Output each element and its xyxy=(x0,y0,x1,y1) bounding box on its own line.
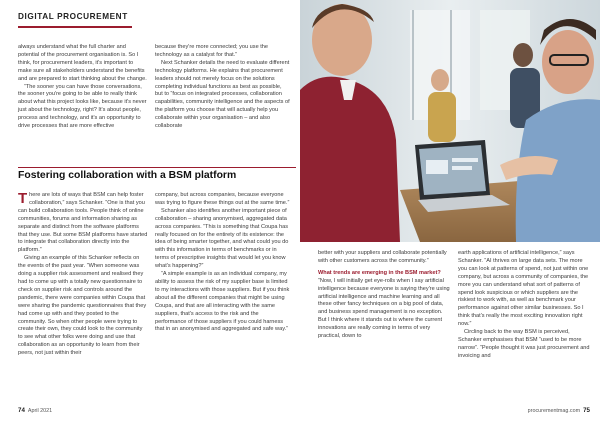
paragraph: “The sooner you can have those conversations, the sooner you're going to be able to really think about what this project looks like, because it's never just about the technology, right? It's about people, process and technology, and it's an opportunity to drive processes that are more effective xyxy=(18,83,147,130)
page-number: 75 xyxy=(583,407,590,414)
paragraph: company, but across companies, because everyone was trying to figure these things out at the same time.” xyxy=(155,192,290,206)
paragraph: earth applications of artificial intelligence,” says Schanker. “AI thrives on large data sets. The more you can look at patterns of spend, not just within one company, but across a community of companies, the more you can understand what sort of patterns of spend look suspicious or which suppliers are the riskiest to work with, as well as benchmark your performance against other similar businesses. So I think that's really the most exciting innovation right now.” xyxy=(458,250,589,328)
drop-cap: T xyxy=(18,190,28,207)
article-headline: Fostering collaboration with a BSM platform xyxy=(18,170,237,181)
section-tag: DIGITAL PROCUREMENT xyxy=(18,12,128,21)
page-number: 74 xyxy=(18,407,25,414)
headline-rule xyxy=(18,167,296,168)
column-4 xyxy=(458,250,590,361)
paragraph: “Now, I will initially get eye-rolls when I say artificial intelligence because everyone is saying they're using artificial intelligence and machine learning and all these other fancy techniques on a big pool of data, and business spend management is no exception. But I think where it stands out is where the current innovations are really coming in terms of very practical, down to xyxy=(318,277,450,340)
section-rule xyxy=(18,26,132,28)
subheading: What trends are emerging in the BSM market? xyxy=(318,269,441,276)
paragraph: always understand what the full charter and potential of the procurement organisation is. So I think, for procurement leaders, it's important to make sure all stakeholders understand the benefits and are prepared to start thinking about the change. xyxy=(18,44,147,82)
paragraph: “A simple example is as an individual company, my ability to assess the risk of my supplier base is limited to my interactions with those suppliers. But if you think about all the different companies that might be using Coupa, and that are all interacting with the same suppliers, that's access to the risk and the performance of those suppliers if you could harness that in an anonymised and aggregated and safe way.” xyxy=(155,271,290,333)
column-2 xyxy=(155,192,290,334)
office-meeting-photo xyxy=(300,0,600,242)
top-right-column xyxy=(155,44,290,131)
top-left-column xyxy=(18,44,148,131)
paragraph: because they're more connected; you use the technology as a catalyst for that.” xyxy=(155,44,269,58)
site-url[interactable]: procurementmag.com xyxy=(527,408,581,414)
right-footer xyxy=(528,407,590,414)
issue-date: April 2021 xyxy=(27,408,53,414)
paragraph: better with your suppliers and collaborate potentially with other customers across the community.” xyxy=(318,250,447,264)
column-1 xyxy=(18,192,148,358)
paragraph: Next Schanker details the need to evaluate different technology platforms. He explains that procurement leaders should not merely focus on the solutions completing individual functions as best as possible, but to “focus on integrated processes, collaboration capabilities, community intelligence and the aspects of the platform you choose that will actually help you collaborate within your organisation – and also collaborate xyxy=(155,59,290,130)
lead-text: here are lots of ways that BSM can help foster collaboration,” says Schanker. “One is that you can build collaboration tools. People think of online communities, forums and information sharing as separate and distinct from the software platforms that they use. But some BSM platforms have started to integrate that collaboration directly into the platform.” xyxy=(18,192,148,254)
paragraph: Schanker also identifies another important piece of collaboration – sharing anonymised, aggregated data across companies. “This is something that Coupa has really focused on for the entirety of its existence: the idea of being smarter together, and what could you do with this information in terms of benchmarks or in terms of prescriptive insights that would let you know what's happening?” xyxy=(155,207,289,270)
paragraph: Circling back to the way BSM is perceived, Schanker emphasises that BSM “used to be more narrow”. “People thought it was just procurement and invoicing and xyxy=(458,329,590,359)
paragraph: Giving an example of this Schanker reflects on the events of the past year. “When someone was doing a supplier risk assessment and realised they had to come up with a totally new questionnaire to check on supplier risk and controls around the pandemic, there were companies within Coupa that were sharing the pandemic questionnaires that they had come up with and they posted to the community. So when other people were trying to create their own, they could look to the community to see what other folks were doing and use that collaboration as an opportunity to learn from their peers, not just within their xyxy=(18,255,147,357)
column-3 xyxy=(318,250,450,341)
left-footer xyxy=(18,407,52,414)
